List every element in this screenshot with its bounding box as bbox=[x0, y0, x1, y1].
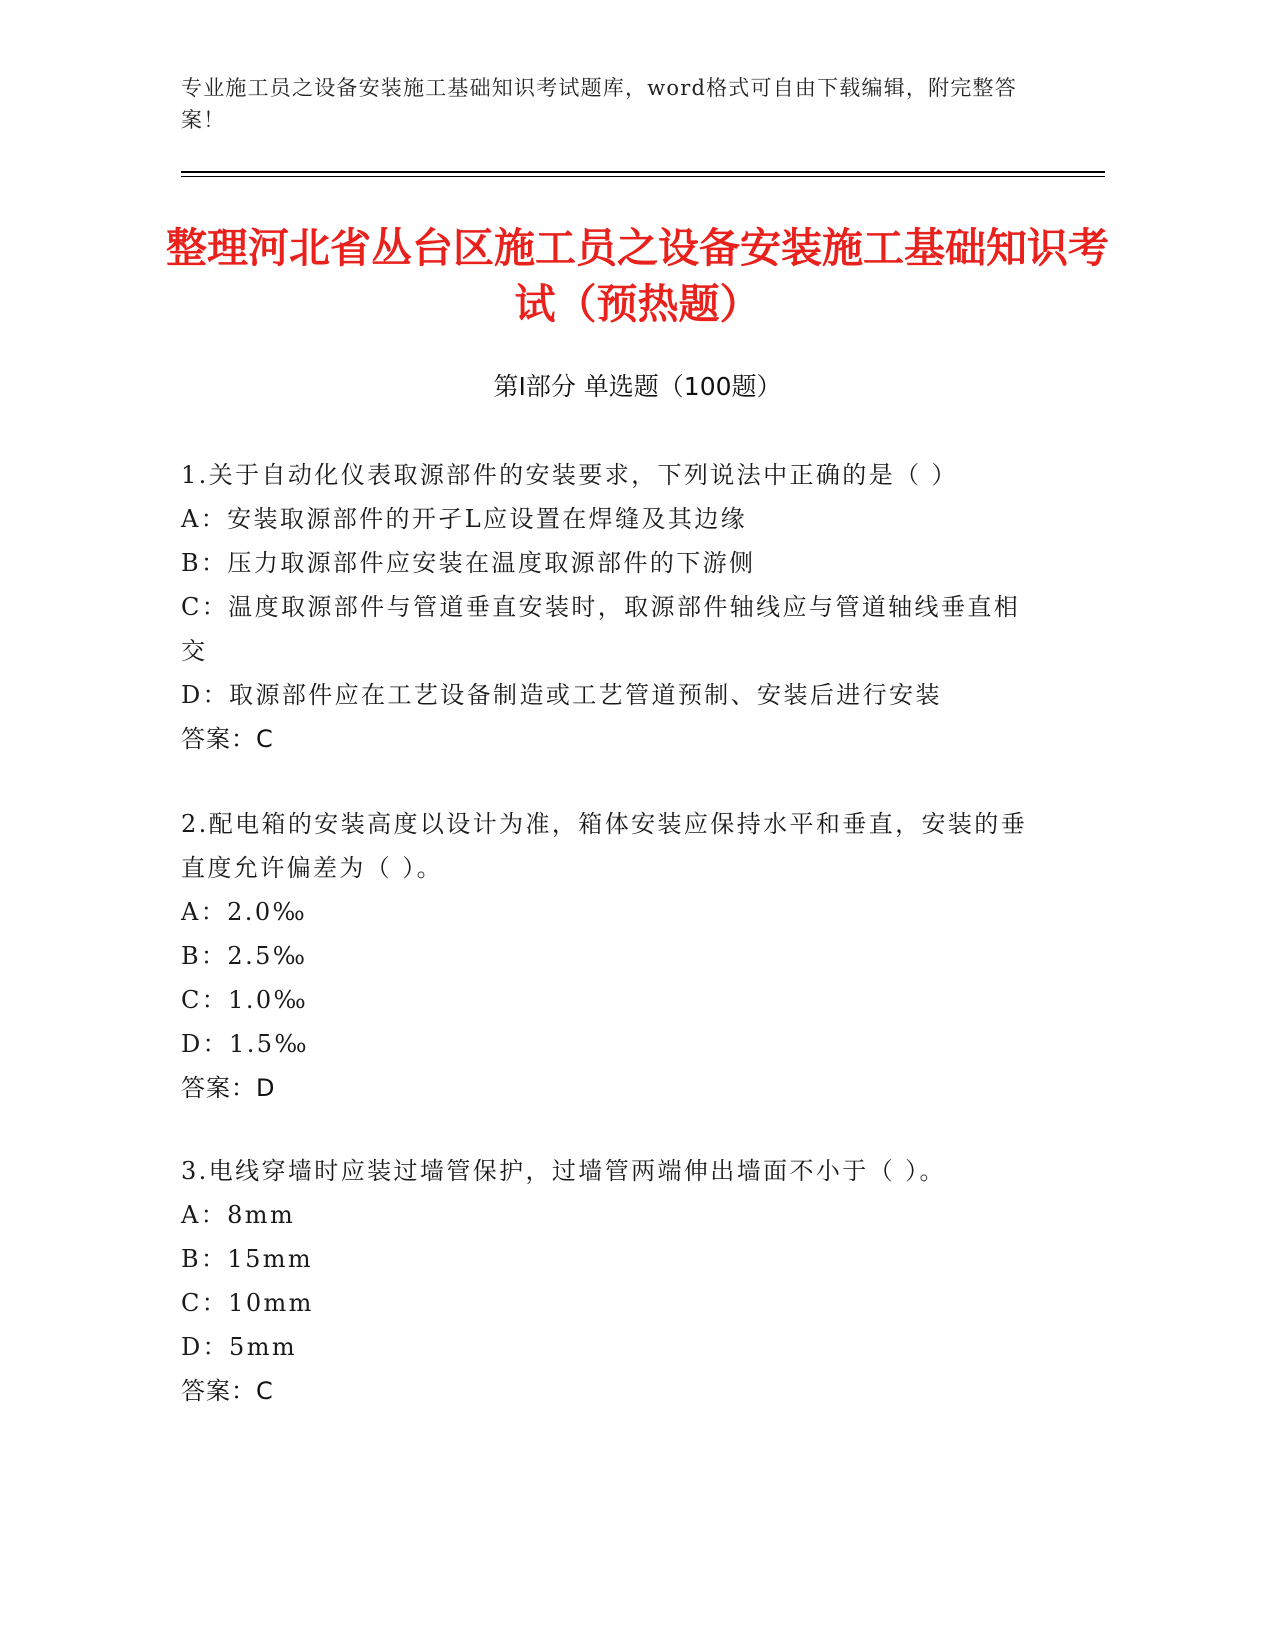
option-c: C：温度取源部件与管道垂直安装时，取源部件轴线应与管道轴线垂直相交 bbox=[181, 593, 1021, 665]
question-3 bbox=[181, 1149, 1041, 1413]
question-stem: 3.电线穿墙时应装过墙管保护，过墙管两端伸出墙面不小于（ ）。 bbox=[181, 1157, 946, 1185]
document-title: 整理河北省丛台区施工员之设备安装施工基础知识考试（预热题） bbox=[166, 224, 1109, 328]
option-c: C：1.0‰ bbox=[181, 986, 309, 1014]
answer-line: 答案：C bbox=[181, 1377, 274, 1405]
option-b: B：15mm bbox=[181, 1245, 314, 1273]
option-d: D：5mm bbox=[181, 1333, 298, 1361]
question-stem: 2.配电箱的安装高度以设计为准，箱体安装应保持水平和垂直，安装的垂直度允许偏差为（ ）。 bbox=[181, 810, 1028, 882]
question-stem: 1.关于自动化仪表取源部件的安装要求，下列说法中正确的是（ ） bbox=[181, 461, 958, 489]
answer-line: 答案：D bbox=[181, 1074, 276, 1102]
option-c: C：10mm bbox=[181, 1289, 314, 1317]
option-d: D：取源部件应在工艺设备制造或工艺管道预制、安装后进行安装 bbox=[181, 681, 942, 709]
header-divider-thin bbox=[181, 176, 1105, 177]
question-1 bbox=[181, 453, 1041, 761]
question-2 bbox=[181, 802, 1041, 1110]
option-b: B：压力取源部件应安装在温度取源部件的下游侧 bbox=[181, 549, 756, 577]
header-note: 专业施工员之设备安装施工基础知识考试题库，word格式可自由下载编辑，附完整答案！ bbox=[181, 76, 1017, 132]
option-d: D：1.5‰ bbox=[181, 1030, 310, 1058]
option-b: B：2.5‰ bbox=[181, 942, 308, 970]
option-a: A：2.0‰ bbox=[181, 898, 308, 926]
section-title: 第Ⅰ部分 单选题（100题） bbox=[493, 372, 782, 401]
header-divider-thick bbox=[181, 171, 1105, 173]
option-a: A：安装取源部件的开孑L应设置在焊缝及其边缘 bbox=[181, 505, 748, 533]
answer-line: 答案：C bbox=[181, 725, 274, 753]
option-a: A：8mm bbox=[181, 1201, 296, 1229]
